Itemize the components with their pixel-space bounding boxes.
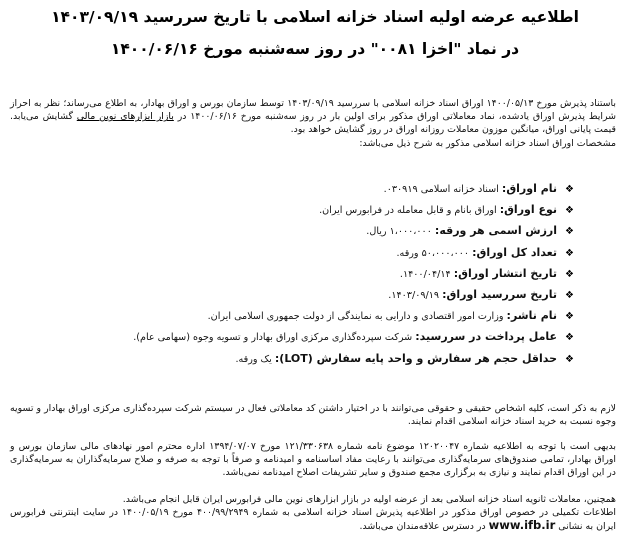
- spec-item: [40, 242, 574, 263]
- spec-item: [40, 220, 574, 241]
- spec-value: اسناد خزانه اسلامی ۰۳۰۹۱۹.: [383, 184, 499, 195]
- bullet-icon: ❖: [565, 332, 574, 344]
- spec-label: عامل پرداخت در سررسید:: [415, 330, 558, 344]
- spec-value: شرکت سپرده‌گذاری مرکزی اوراق بهادار و تسویه وجوه (سهامی عام).: [133, 332, 413, 344]
- spec-label: ارزش اسمی هر ورقه:: [434, 224, 558, 238]
- title-line-2: در نماد "اخزا ۰۰۸۱" در روز سه‌شنبه مورخ ۱۴۰۰/۰۶/۱۶: [110, 40, 520, 58]
- intro-paragraph: [10, 97, 616, 150]
- spec-item: [40, 199, 574, 220]
- specs-list: [40, 178, 574, 369]
- spec-label: نام ناشر:: [506, 309, 558, 323]
- spec-value: ۱۴۰۰/۰۴/۱۴.: [399, 268, 451, 280]
- spec-value: اوراق بانام و قابل معامله در فرابورس ایران.: [319, 205, 497, 217]
- bullet-icon: ❖: [565, 289, 574, 301]
- spec-item: [40, 263, 574, 284]
- paragraph-eligibility: لازم به ذکر است، کلیه اشخاص حقیقی و حقوقی می‌توانند با در اختیار داشتن کد معاملاتی فعال در سیستم شرکت سپرده‌گذاری مرکزی اوراق بهادار و تسویه وجوه نسبت به خرید اسناد خزانه اسلامی اقدام نمایند.: [10, 403, 616, 428]
- bullet-icon: ❖: [565, 205, 574, 217]
- spec-value: ۱۴۰۳/۰۹/۱۹.: [388, 289, 440, 301]
- bullet-icon: ❖: [565, 247, 574, 259]
- spec-item: [40, 348, 574, 369]
- spec-value: ۵۰،۰۰۰،۰۰۰ ورقه.: [396, 247, 470, 259]
- spec-value: ۱،۰۰۰،۰۰۰ ریال.: [366, 226, 432, 238]
- spec-label: حداقل حجم هر سفارش و واحد پایه سفارش (LOT):: [274, 351, 558, 365]
- paragraph-secondary-trading: همچنین، معاملات ثانویه اسناد خزانه اسلامی بعد از عرضه اولیه در بازار ابزارهای نوین مالی فرابورس ایران قابل انجام می‌باشد.: [122, 494, 616, 505]
- spec-item: [40, 178, 574, 199]
- more-info-text: اطلاعات تکمیلی در خصوص اوراق مذکور در اطلاعیه پذیرش اسناد خزانه اسلامی به شماره ۴۰۰/۹۹/۲۹۴۹ مورخ ۱۴۰۰/۰۵/۱۹ در سایت اینترنتی فرابورس ایران به نشانی: [10, 507, 617, 533]
- spec-value: یک ورقه.: [235, 353, 272, 365]
- spec-label: تاریخ انتشار اوراق:: [453, 266, 558, 280]
- spec-item: [40, 305, 574, 326]
- bullet-icon: ❖: [565, 184, 574, 195]
- title-line-1: اطلاعیه عرضه اولیه اسناد خزانه اسلامی با تاریخ سررسید ۱۴۰۳/۰۹/۱۹: [51, 8, 579, 26]
- paragraph-investment-funds: بدیهی است با توجه به اطلاعیه شماره ۱۲۰۲۰۰۴۷ موضوع نامه شماره ۱۲۱/۳۳۰۶۳۸ مورخ ۱۳۹۴/۰۷/۰۷ اداره محترم امور نهادهای مالی سازمان بورس و اوراق بهادار، تمامی صندوق‌های سرمایه‌گذاری می‌توانند با رعایت مفاد اساسنامه و امیدنامه و صرفاً با توجه به صرفه و صلاح سرمایه‌گذاران به سرمایه‌گذاری در این اوراق اقدام نمایند و نیازی به برگزاری مجمع صندوق و سایر تشریفات اصلاح امیدنامه نمی‌باشد.: [10, 441, 616, 479]
- bullet-icon: ❖: [565, 353, 574, 365]
- new-financial-instruments-market-link[interactable]: بازار ابزارهای نوین مالی: [76, 111, 174, 123]
- spec-label: تاریخ سررسید اوراق:: [442, 287, 558, 301]
- spec-label: تعداد کل اوراق:: [472, 245, 558, 259]
- bullet-icon: ❖: [565, 226, 574, 238]
- paragraph-more-info: [10, 506, 616, 533]
- website-link[interactable]: www.ifb.ir: [488, 518, 556, 533]
- bullet-icon: ❖: [565, 311, 574, 323]
- bullet-icon: ❖: [565, 268, 574, 280]
- spec-label: نوع اوراق:: [499, 203, 558, 217]
- intro-text: باستناد پذیرش مورخ ۱۴۰۰/۰۵/۱۳ اوراق اسناد خزانه اسلامی با سررسید ۱۴۰۳/۰۹/۱۹ توسط سازمان بورس و اوراق بهادار، به اطلاع می‌رساند؛ نظر به احراز شرایط پذیرش اوراق یادشده، نماد معاملاتی اوراق مذکور برای اولین بار در روز سه‌شنبه مورخ ۱۴۰۰/۰۶/۱۶ در: [10, 98, 617, 123]
- specs-intro: مشخصات اوراق اسناد خزانه اسلامی مذکور به شرح ذیل می‌باشد:: [359, 137, 616, 149]
- spec-value: وزارت امور اقتصادی و دارایی به نمایندگی از دولت جمهوری اسلامی ایران.: [207, 311, 504, 323]
- spec-label: نام اوراق:: [501, 182, 558, 195]
- spec-item: [40, 326, 574, 347]
- intro-text-continued: گشایش می‌یابد. قیمت پایانی اوراق، میانگین موزون معاملات روزانه اوراق در روز گشایش خواهد بود.: [10, 111, 616, 136]
- spec-item: [40, 284, 574, 305]
- more-info-text-end: در دسترس علاقه‌مندان می‌باشد.: [359, 521, 486, 533]
